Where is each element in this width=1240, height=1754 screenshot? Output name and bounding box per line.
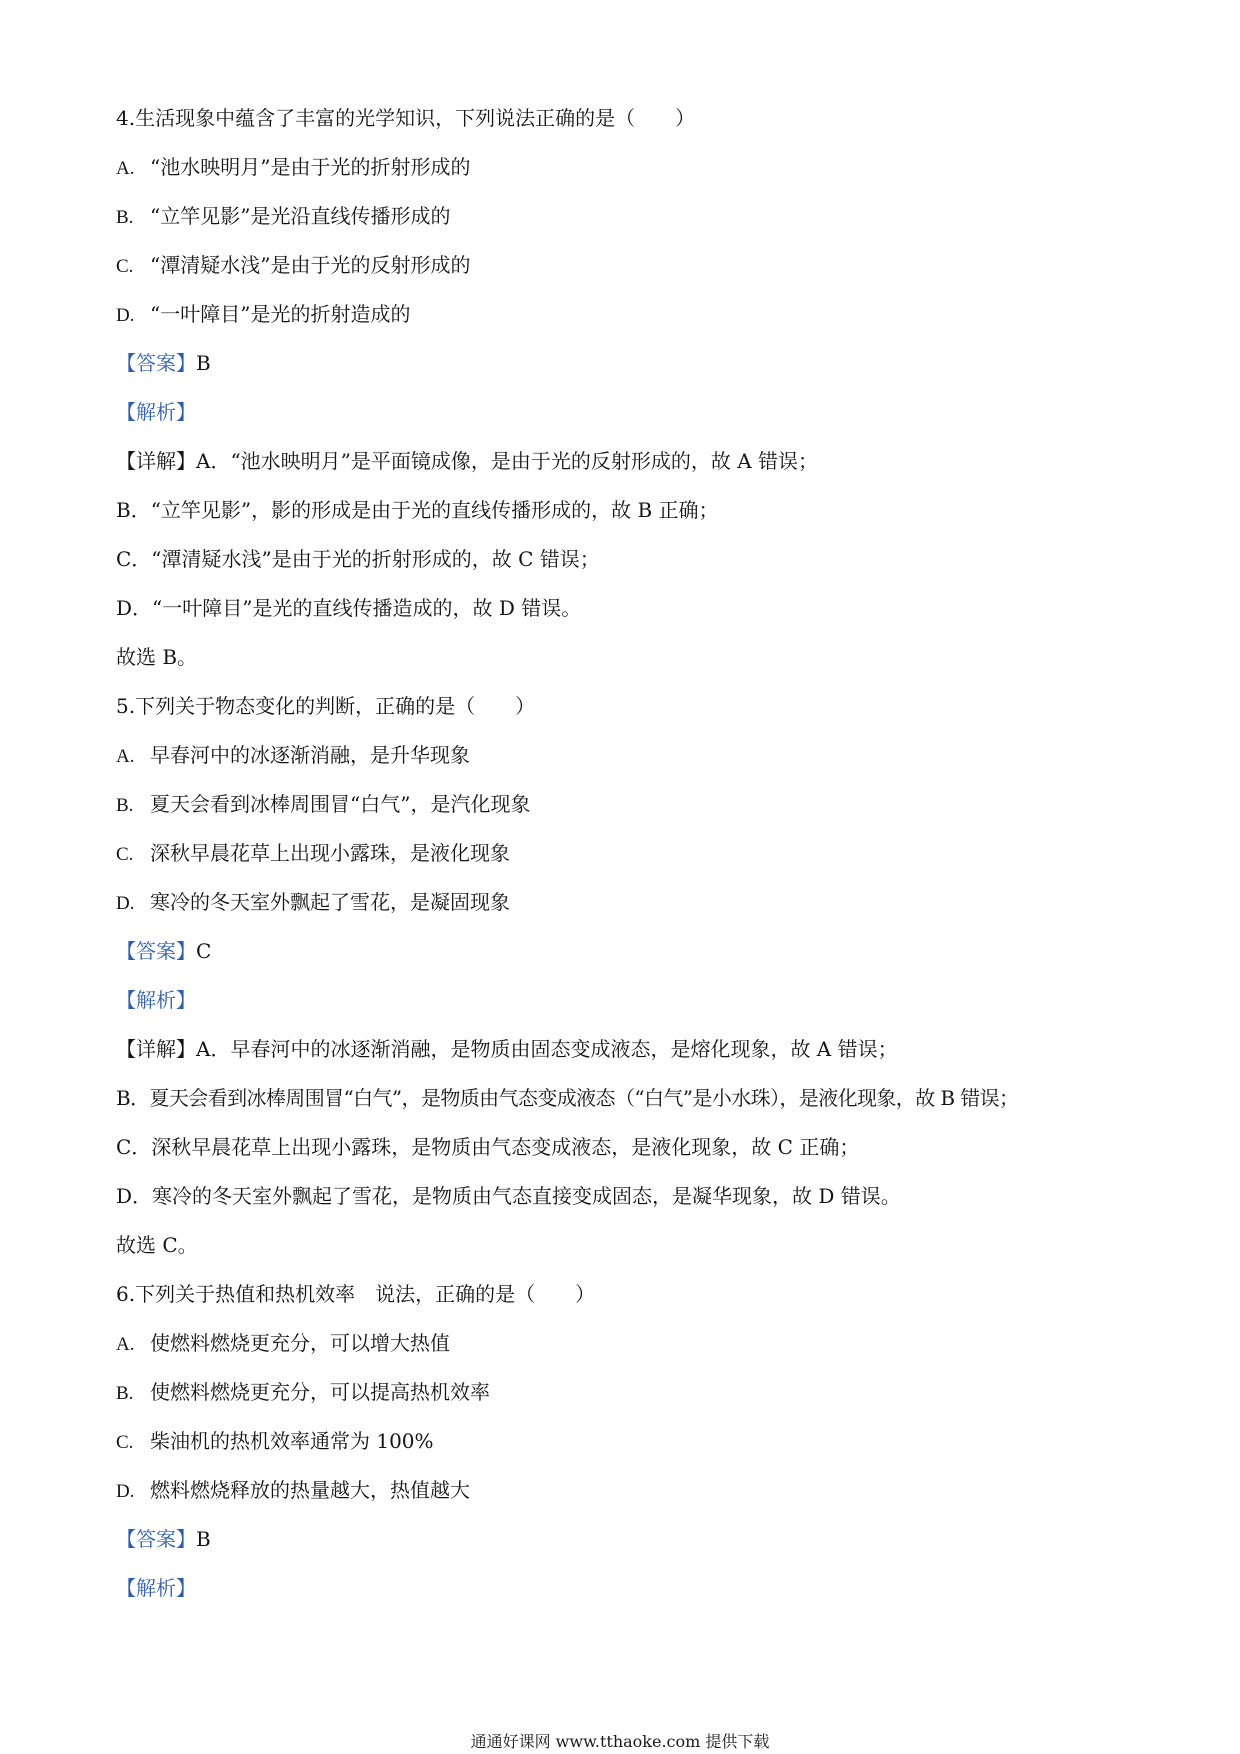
detail-line: D．寒冷的冬天室外飘起了雪花，是物质由气态直接变成固态，是凝华现象，故 D 错误。 (116, 1184, 901, 1208)
conclusion: 故选 B。 (116, 645, 198, 669)
option-letter: C. (116, 844, 134, 865)
page-footer: 通通好课网 www.tthaoke.com 提供下载 (470, 1732, 770, 1751)
analysis-label: 【解析】 (116, 400, 196, 424)
option-letter: D. (116, 893, 135, 914)
option-text: 使燃料燃烧更充分，可以提高热机效率 (150, 1380, 490, 1404)
answer-label: 【答案】 (116, 351, 196, 375)
option-c (116, 241, 1226, 290)
option-text: 燃料燃烧释放的热量越大，热值越大 (150, 1478, 470, 1502)
detail-label: 【详解】 (116, 449, 196, 473)
option-b (116, 780, 1226, 829)
page-content (116, 94, 1226, 1613)
option-letter: B. (116, 795, 134, 816)
option-letter: D. (116, 305, 135, 326)
option-text: “潭清疑水浅”是由于光的反射形成的 (150, 253, 471, 277)
option-letter: C. (116, 256, 134, 277)
answer-value: B (196, 1527, 211, 1551)
option-text: 柴油机的热机效率通常为 100% (150, 1429, 434, 1453)
question-stem: 6.下列关于热值和热机效率 说法，正确的是（ ） (116, 1282, 596, 1306)
option-b (116, 1368, 1226, 1417)
option-letter: D. (116, 1481, 135, 1502)
option-letter: C. (116, 1432, 134, 1453)
answer-label: 【答案】 (116, 1527, 196, 1551)
option-c (116, 1417, 1226, 1466)
answer-line (116, 339, 1226, 388)
option-letter: A. (116, 1334, 135, 1355)
conclusion: 故选 C。 (116, 1233, 198, 1257)
answer-value: B (196, 351, 211, 375)
option-c (116, 829, 1226, 878)
detail-line: B．“立竿见影”，影的形成是由于光的直线传播形成的，故 B 正确； (116, 498, 719, 522)
option-d (116, 1466, 1226, 1515)
option-a (116, 1319, 1226, 1368)
analysis-label: 【解析】 (116, 988, 196, 1012)
option-text: 夏天会看到冰棒周围冒“白气”，是汽化现象 (150, 792, 531, 816)
option-text: 早春河中的冰逐渐消融，是升华现象 (150, 743, 470, 767)
option-text: 使燃料燃烧更充分，可以增大热值 (150, 1331, 450, 1355)
option-d (116, 878, 1226, 927)
answer-line (116, 1515, 1226, 1564)
option-text: “一叶障目”是光的折射造成的 (150, 302, 411, 326)
option-text: “立竿见影”是光沿直线传播形成的 (150, 204, 451, 228)
detail-line (116, 1025, 1226, 1074)
option-a (116, 731, 1226, 780)
detail-text: A．“池水映明月”是平面镜成像，是由于光的反射形成的，故 A 错误； (196, 449, 819, 473)
option-text: 寒冷的冬天室外飘起了雪花，是凝固现象 (150, 890, 510, 914)
analysis-label: 【解析】 (116, 1576, 196, 1600)
option-text: “池水映明月”是由于光的折射形成的 (150, 155, 471, 179)
question-stem: 4.生活现象中蕴含了丰富的光学知识，下列说法正确的是（ ） (116, 106, 696, 130)
option-d (116, 290, 1226, 339)
detail-line: C．“潭清疑水浅”是由于光的折射形成的，故 C 错误； (116, 547, 600, 571)
answer-label: 【答案】 (116, 939, 196, 963)
detail-line: C．深秋早晨花草上出现小露珠，是物质由气态变成液态，是液化现象，故 C 正确； (116, 1135, 860, 1159)
option-letter: A. (116, 158, 135, 179)
detail-label: 【详解】 (116, 1037, 196, 1061)
answer-value: C (196, 939, 212, 963)
question-stem: 5.下列关于物态变化的判断，正确的是（ ） (116, 694, 536, 718)
option-a (116, 143, 1226, 192)
detail-line: B．夏天会看到冰棒周围冒“白气”，是物质由气态变成液态（“白气”是小水珠），是液化现象，故 B 错误； (116, 1086, 1019, 1110)
detail-text: A．早春河中的冰逐渐消融，是物质由固态变成液态，是熔化现象，故 A 错误； (196, 1037, 898, 1061)
option-b (116, 192, 1226, 241)
detail-line (116, 437, 1226, 486)
detail-line: D．“一叶障目”是光的直线传播造成的，故 D 错误。 (116, 596, 582, 620)
option-letter: B. (116, 1383, 134, 1404)
option-letter: B. (116, 207, 134, 228)
option-letter: A. (116, 746, 135, 767)
option-text: 深秋早晨花草上出现小露珠，是液化现象 (150, 841, 510, 865)
answer-line (116, 927, 1226, 976)
